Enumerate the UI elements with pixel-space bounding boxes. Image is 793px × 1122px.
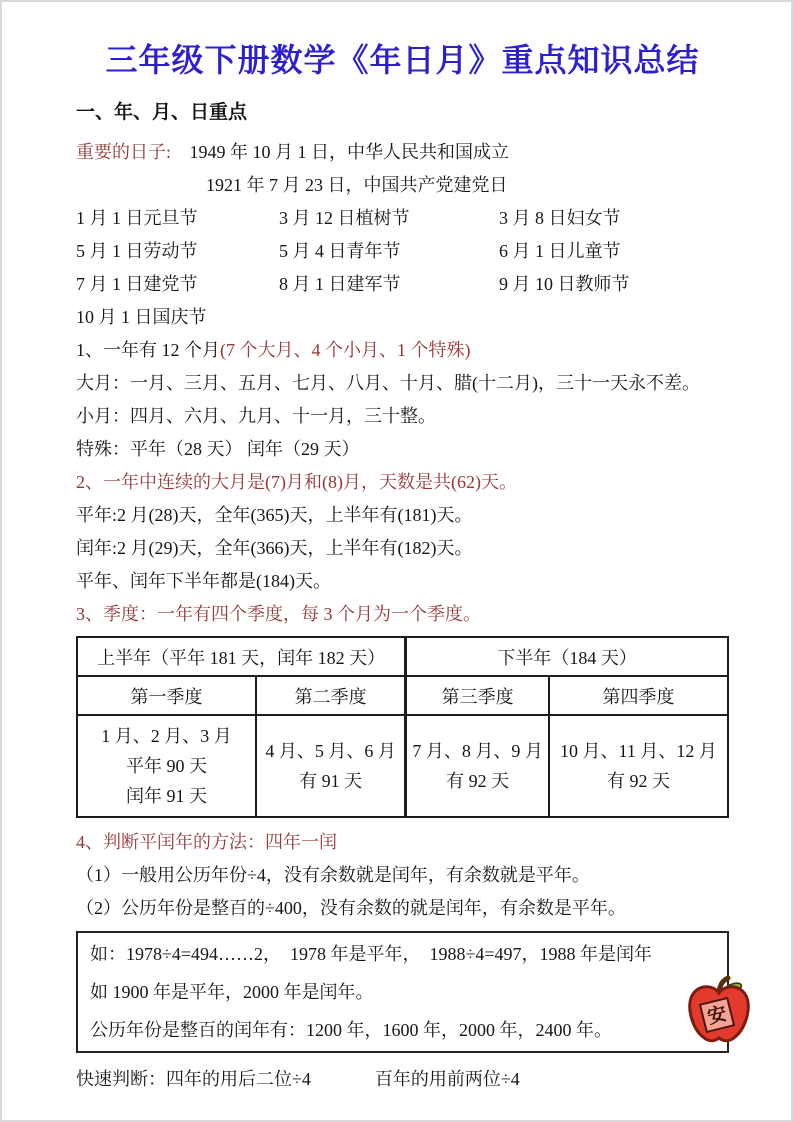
important-dates-label: 重要的日子: — [76, 142, 172, 162]
example-line-2: 如 1900 年是平年，2000 年是闰年。 — [90, 982, 374, 1002]
apple-sticker-icon — [686, 975, 752, 1049]
first-half-header: 上半年（平年 181 天，闰年 182 天） — [77, 637, 406, 676]
quarter-cell-q1 — [77, 715, 256, 817]
quarter-header: 第二季度 — [256, 676, 406, 715]
second-half-header: 下半年（184 天） — [406, 637, 728, 676]
holiday-item — [499, 301, 729, 334]
section-heading: 一、年、月、日重点 — [76, 102, 248, 123]
quarter-cell-line: 有 92 天 — [446, 771, 510, 791]
important-date-1949: 1949 年 10 月 1 日，中华人民共和国成立 — [189, 142, 510, 162]
big-months-line: 大月：一月、三月、五月、七月、八月、十月、腊(十二月)，三十一天永不差。 — [76, 373, 700, 393]
half-year-header-row — [77, 637, 728, 676]
quarter-table — [76, 636, 729, 818]
holiday-row — [76, 301, 729, 334]
quick-judge-line — [76, 1063, 729, 1096]
special-months-line: 特殊：平年（28 天） 闰年（29 天） — [76, 439, 360, 459]
holiday-item: 9 月 10 日教师节 — [499, 274, 630, 294]
apple-label — [700, 998, 734, 1032]
holiday-item: 3 月 8 日妇女节 — [499, 208, 621, 228]
quarter-header-row — [77, 676, 728, 715]
holiday-item: 3 月 12 日植树节 — [279, 208, 410, 228]
holiday-item: 5 月 4 日青年节 — [279, 241, 401, 261]
example-line-1: 如：1978÷4=494……2， 1978 年是平年， 1988÷4=497，1988 年是闰年 — [90, 944, 653, 964]
holiday-item: 7 月 1 日建党节 — [76, 274, 198, 294]
quarter-cell-line: 1 月、2 月、3 月 — [101, 726, 232, 746]
holiday-row — [76, 202, 729, 235]
second-half-line: 平年、闰年下半年都是(184)天。 — [76, 571, 331, 591]
quarter-header: 第三季度 — [406, 676, 549, 715]
quick-judge-part1: 快速判断：四年的用后二位÷4 — [76, 1069, 311, 1089]
holiday-row — [76, 235, 729, 268]
holiday-item — [279, 301, 499, 334]
important-dates-line1 — [76, 136, 729, 169]
quarter-body-row — [77, 715, 728, 817]
holiday-row — [76, 268, 729, 301]
quarter-cell-q4 — [549, 715, 728, 817]
example-line-3: 公历年份是整百的闰年有：1200 年，1600 年，2000 年，2400 年。 — [90, 1020, 612, 1040]
holiday-item: 5 月 1 日劳动节 — [76, 241, 198, 261]
quarter-cell-line: 有 92 天 — [606, 771, 670, 791]
quarter-cell-q3 — [406, 715, 549, 817]
page-title: 三年级下册数学《年日月》重点知识总结 — [105, 42, 700, 78]
quick-judge-part2: 百年的用前两位÷4 — [374, 1069, 520, 1089]
quarter-cell-line: 4 月、5 月、6 月 — [265, 741, 396, 761]
point-4: 4、判断平闰年的方法：四年一闰 — [76, 832, 337, 852]
quarter-cell-line: 有 91 天 — [299, 771, 363, 791]
point-3: 3、季度：一年有四个季度，每 3 个月为一个季度。 — [76, 604, 481, 624]
quarter-cell-q2 — [256, 715, 406, 817]
apple-label-character: 安 — [705, 1003, 730, 1029]
holiday-item: 8 月 1 日建军节 — [279, 274, 401, 294]
holiday-item: 6 月 1 日儿童节 — [499, 241, 621, 261]
important-date-1921: 1921 年 7 月 23 日，中国共产党建党日 — [206, 175, 508, 195]
point-2: 2、一年中连续的大月是(7)月和(8)月，天数是共(62)天。 — [76, 472, 517, 492]
holiday-item: 10 月 1 日国庆节 — [76, 307, 207, 327]
quarter-cell-line: 10 月、11 月、12 月 — [560, 741, 717, 761]
point-1-black: 1、一年有 12 个月 — [76, 340, 220, 360]
method-1-line: （1）一般用公历年份÷4，没有余数就是闰年，有余数就是平年。 — [76, 865, 590, 885]
common-year-line: 平年:2 月(28)天，全年(365)天，上半年有(181)天。 — [76, 505, 473, 525]
quarter-cell-line: 闰年 91 天 — [126, 786, 207, 806]
leap-year-line: 闰年:2 月(29)天，全年(366)天，上半年有(182)天。 — [76, 538, 473, 558]
point-1 — [76, 334, 729, 367]
quarter-header: 第四季度 — [549, 676, 728, 715]
quarter-cell-line: 7 月、8 月、9 月 — [412, 741, 543, 761]
quarter-cell-line: 平年 90 天 — [126, 756, 207, 776]
small-months-line: 小月：四月、六月、九月、十一月，三十整。 — [76, 406, 436, 426]
example-box — [76, 931, 729, 1053]
method-2-line: （2）公历年份是整百的÷400，没有余数的就是闰年，有余数是平年。 — [76, 898, 626, 918]
point-1-red: (7 个大月、4 个小月、1 个特殊) — [220, 340, 471, 360]
holiday-item: 1 月 1 日元旦节 — [76, 208, 198, 228]
quarter-header: 第一季度 — [77, 676, 256, 715]
